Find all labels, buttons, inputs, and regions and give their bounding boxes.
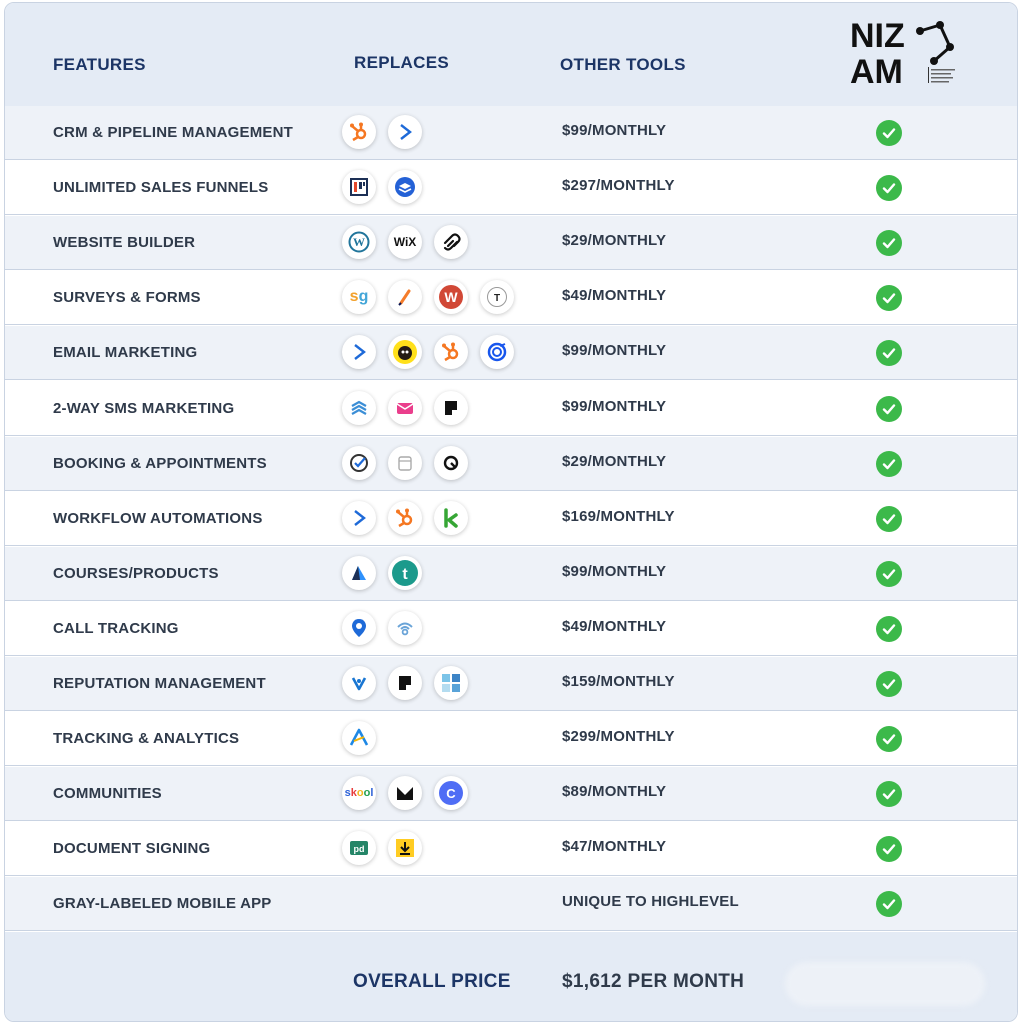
- replaced-tools: [342, 501, 468, 537]
- birdeye-icon: [342, 666, 376, 700]
- teachable-icon: [388, 556, 422, 590]
- logo-text-top: NIZ: [850, 17, 905, 55]
- checkmark-icon: [876, 120, 902, 146]
- table-row: [5, 602, 1017, 656]
- tool-price: $99/MONTHLY: [562, 562, 667, 580]
- svg-text:W: W: [353, 235, 365, 250]
- feature-name: TRACKING & ANALYTICS: [53, 730, 240, 748]
- replaced-tools: [342, 391, 468, 427]
- logo-text-bottom: AM: [850, 53, 903, 87]
- feature-name: REPUTATION MANAGEMENT: [53, 675, 266, 692]
- wufoo-icon: [434, 280, 468, 314]
- feature-name: SURVEYS & FORMS: [53, 289, 201, 307]
- replaced-tools: [342, 611, 422, 647]
- table-row: [5, 492, 1017, 546]
- tool-price: UNIQUE TO HIGHLEVEL: [562, 893, 739, 911]
- niz-am-logo-icon: [850, 17, 962, 87]
- mailchimp-icon: [388, 335, 422, 369]
- checkmark-icon: [876, 891, 902, 917]
- replaced-tools: [342, 446, 468, 482]
- checkmark-icon: [876, 396, 902, 422]
- replaced-tools: [342, 721, 376, 757]
- replaced-tools: [342, 115, 422, 151]
- podium-icon: [434, 391, 468, 425]
- feature-name: DOCUMENT SIGNING: [53, 840, 211, 858]
- calendar-icon: [388, 446, 422, 480]
- typeform-icon: [480, 280, 514, 314]
- feature-name: CRM & PIPELINE MANAGEMENT: [53, 124, 294, 141]
- feature-name: EMAIL MARKETING: [53, 344, 198, 362]
- feature-name: COMMUNITIES: [53, 785, 162, 803]
- table-row: [5, 161, 1017, 215]
- wix-icon: WiX: [388, 225, 422, 259]
- replaced-tools: [342, 556, 422, 592]
- checkmark-icon: [876, 836, 902, 862]
- replaced-tools: [342, 831, 422, 867]
- tool-price: $47/MONTHLY: [562, 838, 667, 856]
- feature-name: BOOKING & APPOINTMENTS: [53, 454, 267, 472]
- tool-price: $29/MONTHLY: [562, 452, 667, 470]
- analytics-icon: [342, 721, 376, 755]
- checkmark-icon: [876, 175, 902, 201]
- tool-price: $99/MONTHLY: [562, 122, 667, 139]
- table-row: [5, 547, 1017, 601]
- hubspot-icon: [342, 115, 376, 149]
- table-row: [5, 106, 1017, 160]
- checkmark-icon: [876, 726, 902, 752]
- tool-price: $299/MONTHLY: [562, 728, 675, 746]
- svg-text:pd: pd: [353, 844, 365, 855]
- checkmark-icon: [876, 285, 902, 311]
- activecampaign-icon: [388, 115, 422, 149]
- replaces-heading: REPLACES: [354, 53, 449, 72]
- activecampaign-icon: [342, 501, 376, 535]
- checkmark-icon: [876, 671, 902, 697]
- yext-icon: [434, 666, 468, 700]
- table-row: [5, 877, 1017, 931]
- clickfunnels-icon: [342, 170, 376, 204]
- feature-name: WORKFLOW AUTOMATIONS: [53, 509, 263, 527]
- smsmarketing-icon: [342, 391, 376, 425]
- tool-price: $159/MONTHLY: [562, 673, 675, 690]
- hubspot-icon: [388, 501, 422, 535]
- docusign-icon: [388, 831, 422, 865]
- checkmark-icon: [876, 506, 902, 532]
- tool-price: $99/MONTHLY: [562, 397, 667, 415]
- checkmark-icon: [876, 781, 902, 807]
- svg-text:C: C: [446, 786, 456, 802]
- replaced-tools: [342, 170, 422, 206]
- feature-name: 2-WAY SMS MARKETING: [53, 399, 235, 417]
- table-row: [5, 216, 1017, 270]
- comparison-table: [4, 2, 1018, 1022]
- tool-price: $49/MONTHLY: [562, 287, 667, 305]
- acuity-icon: [434, 446, 468, 480]
- brand-logo: [850, 17, 962, 87]
- podium-icon: [388, 666, 422, 700]
- replaced-tools: [342, 225, 468, 261]
- kajabi-icon: [342, 556, 376, 590]
- table-row: [5, 326, 1017, 380]
- tool-price: $169/MONTHLY: [562, 507, 675, 525]
- wordpress-icon: [342, 225, 376, 259]
- activecampaign-icon: [342, 335, 376, 369]
- keap-icon: [434, 501, 468, 535]
- checkmark-icon: [876, 561, 902, 587]
- other-tools-heading: OTHER TOOLS: [560, 55, 686, 74]
- pandadoc-icon: [342, 831, 376, 865]
- features-heading: FEATURES: [53, 55, 146, 74]
- callfire-icon: [388, 611, 422, 645]
- blurred-button[interactable]: [785, 962, 985, 1006]
- mightynetworks-icon: [388, 776, 422, 810]
- overall-price-label: OVERALL PRICE: [353, 971, 511, 992]
- callrail-icon: [342, 611, 376, 645]
- table-row: [5, 712, 1017, 766]
- feature-name: CALL TRACKING: [53, 619, 179, 637]
- replaced-tools: [342, 666, 468, 702]
- table-row: [5, 437, 1017, 491]
- feature-name: UNLIMITED SALES FUNNELS: [53, 179, 269, 197]
- surveygizmo-icon: sg: [342, 280, 376, 314]
- checkmark-icon: [876, 616, 902, 642]
- tool-price: $29/MONTHLY: [562, 232, 667, 250]
- textmagic-icon: [388, 391, 422, 425]
- svg-text:W: W: [444, 289, 458, 306]
- circle-icon: [434, 776, 468, 810]
- tool-price: $49/MONTHLY: [562, 617, 667, 635]
- leadpages-icon: [388, 170, 422, 204]
- squarespace-icon: [434, 225, 468, 259]
- overall-price-value: $1,612 PER MONTH: [562, 971, 745, 992]
- jotform-icon: [388, 280, 422, 314]
- feature-name: WEBSITE BUILDER: [53, 234, 196, 252]
- checkmark-icon: [876, 230, 902, 256]
- hubspot-icon: [434, 335, 468, 369]
- calendly-icon: [342, 446, 376, 480]
- table-row: [5, 822, 1017, 876]
- constantcontact-icon: [480, 335, 514, 369]
- table-row: [5, 382, 1017, 436]
- skool-icon: skool: [342, 776, 376, 810]
- tool-price: $99/MONTHLY: [562, 342, 667, 360]
- feature-name: COURSES/PRODUCTS: [53, 564, 219, 582]
- svg-text:t: t: [402, 565, 408, 583]
- svg-text:T: T: [493, 293, 501, 305]
- tool-price: $89/MONTHLY: [562, 783, 667, 801]
- feature-name: GRAY-LABELED MOBILE APP: [53, 895, 272, 913]
- replaced-tools: [342, 776, 468, 812]
- table-row: [5, 657, 1017, 711]
- table-row: [5, 767, 1017, 821]
- table-header: [5, 3, 1017, 107]
- checkmark-icon: [876, 451, 902, 477]
- tool-price: $297/MONTHLY: [562, 177, 675, 195]
- replaced-tools: [342, 280, 514, 316]
- replaced-tools: [342, 335, 514, 371]
- table-row: [5, 271, 1017, 325]
- checkmark-icon: [876, 340, 902, 366]
- table-footer: [5, 932, 1017, 1022]
